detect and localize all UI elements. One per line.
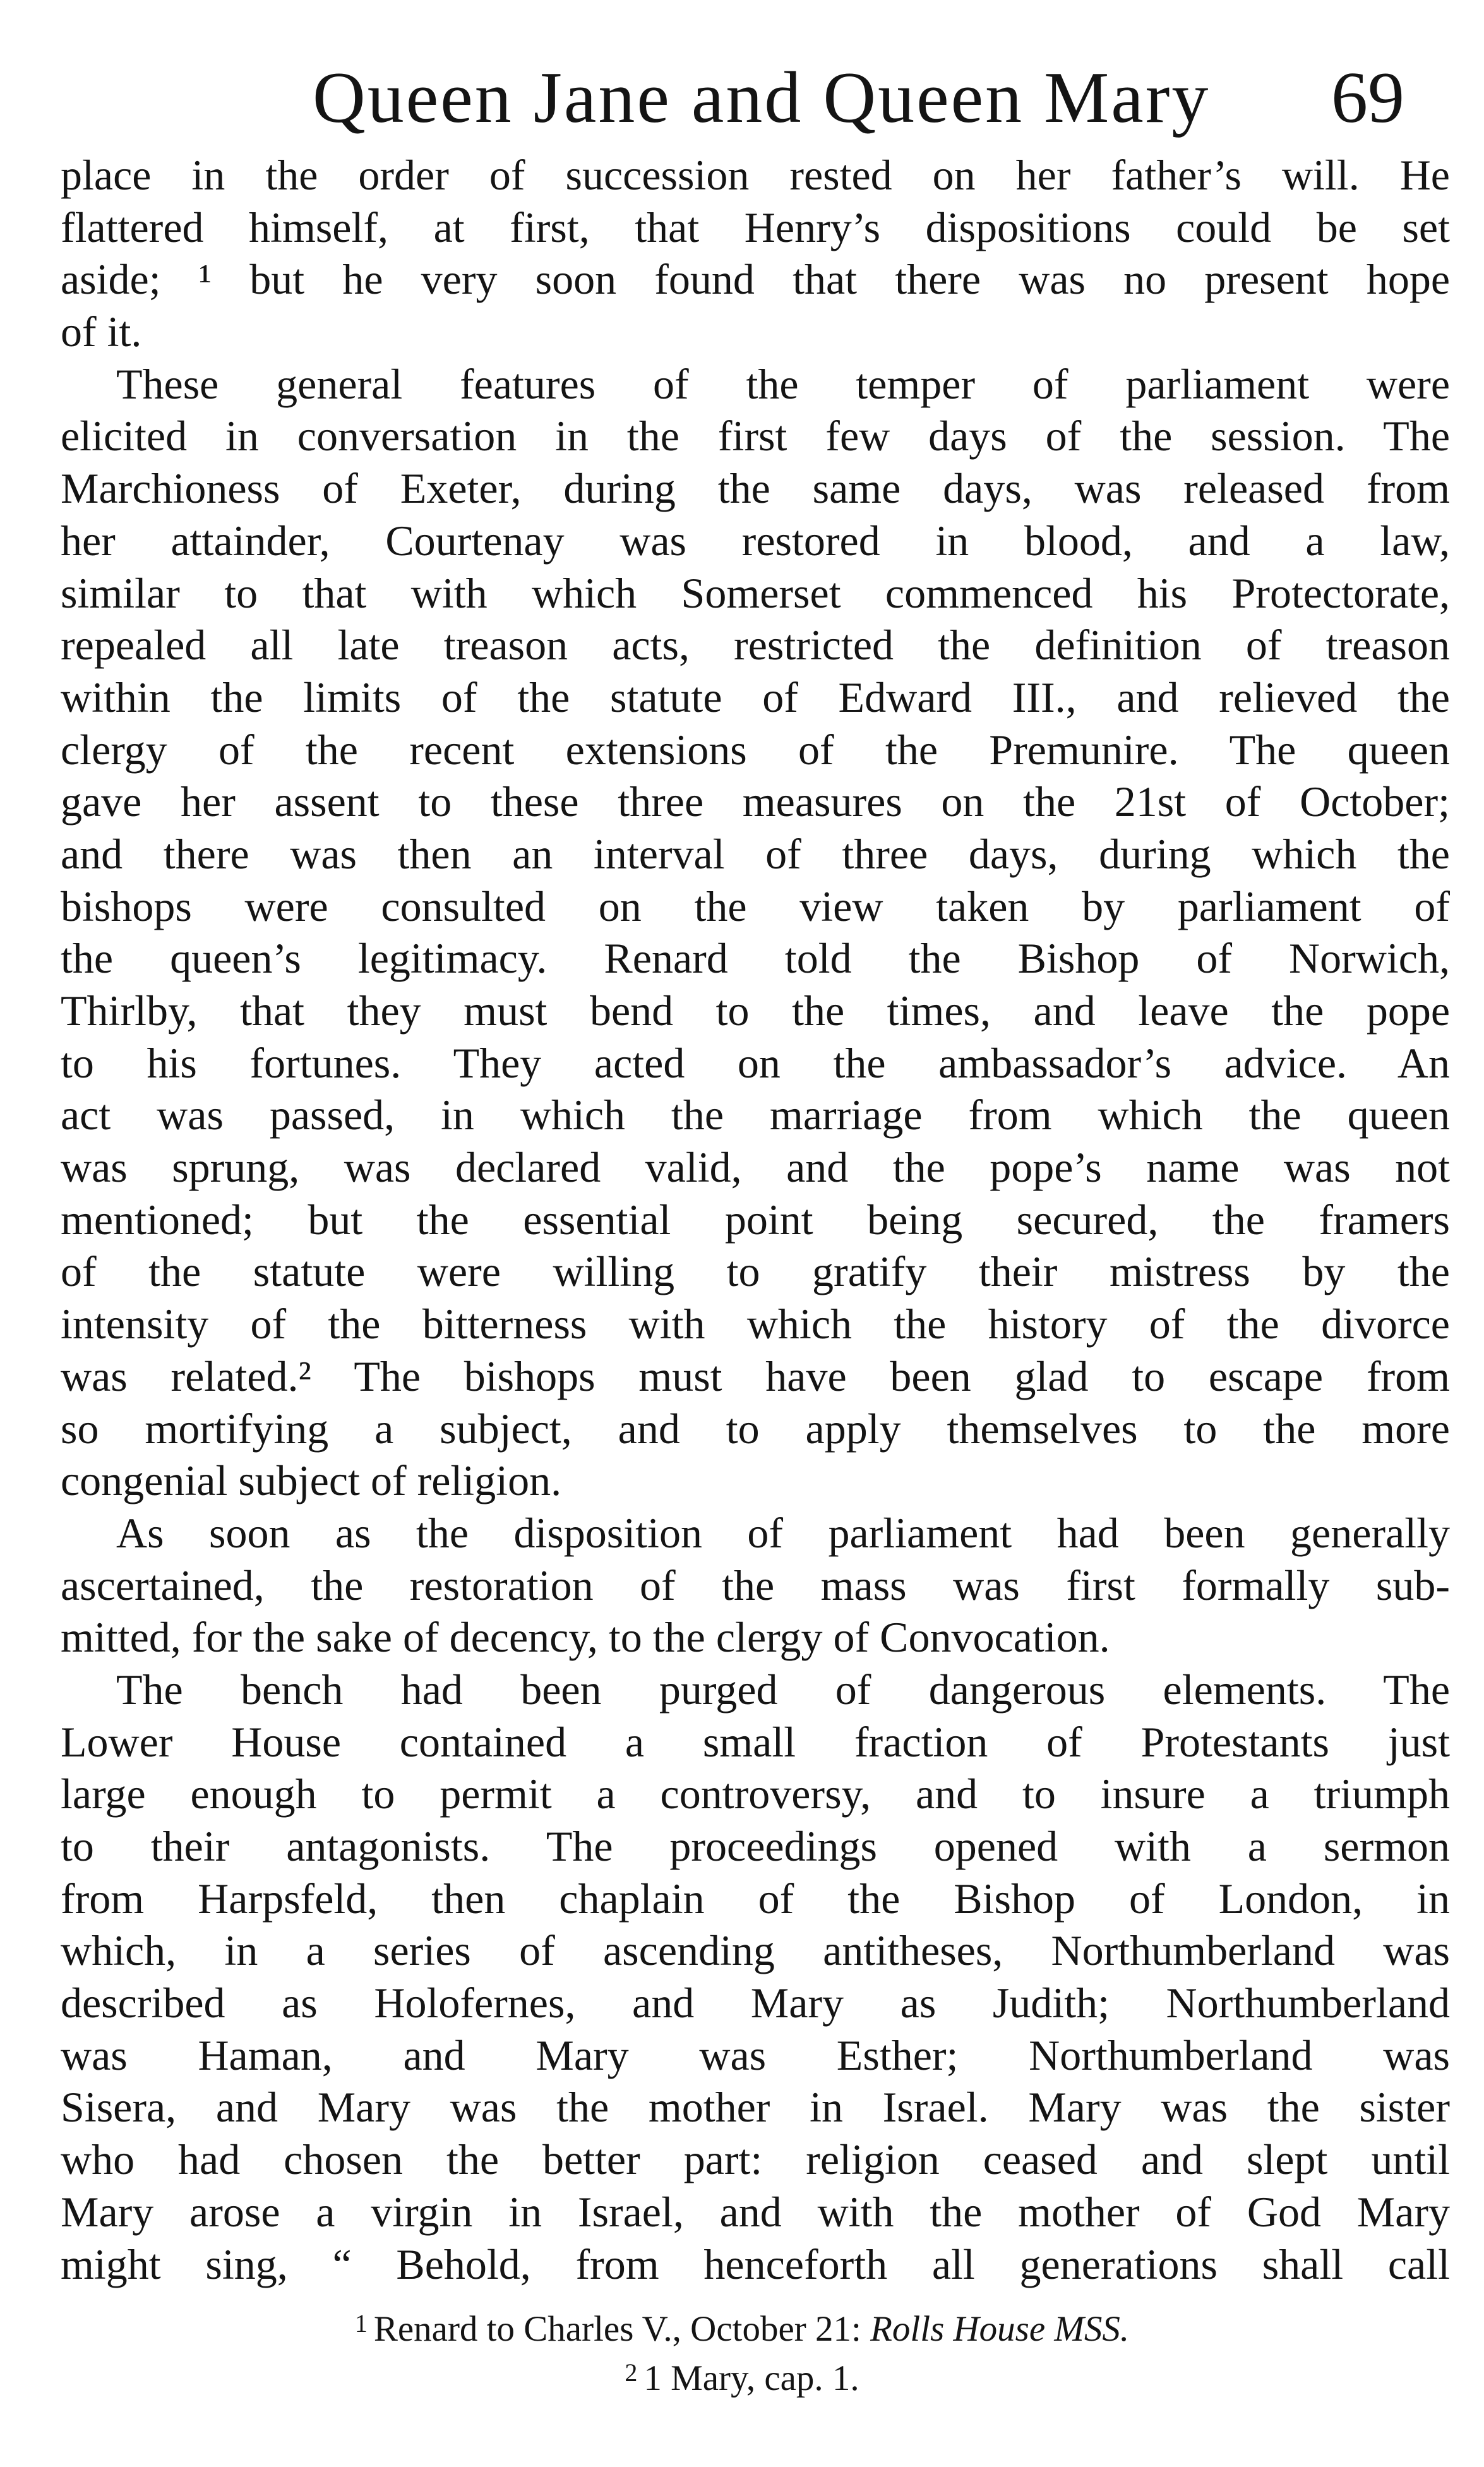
text-line: intensity of the bitterness with which the history of the divorce (61, 1300, 1450, 1348)
text-line: mentioned; but the essential point being secured, the framers (61, 1195, 1450, 1244)
footnote-number: 2 (625, 2358, 638, 2387)
page-number: 69 (1331, 57, 1404, 138)
text-line: was sprung, was declared valid, and the pope’s name was not (61, 1143, 1450, 1192)
text-line: ascertained, the restoration of the mass was first formally sub- (61, 1561, 1450, 1609)
text-line: gave her assent to these three measures on the 21st of October; (61, 777, 1450, 826)
text-line: mitted, for the sake of decency, to the clergy of Convocation. (61, 1613, 1110, 1662)
footnote-2 (0, 2348, 1484, 2398)
footnote-number: 1 (354, 2309, 368, 2338)
text-line: similar to that with which Somerset commenced his Protectorate, (61, 568, 1450, 617)
text-line: clergy of the recent extensions of the Premunire. The queen (61, 725, 1450, 774)
text-line: from Harpsfeld, then chaplain of the Bishop of London, in (61, 1874, 1450, 1923)
footnote-text: Renard to Charles V., October 21: (373, 2309, 871, 2349)
running-head (0, 51, 1484, 145)
text-line: Marchioness of Exeter, during the same days, was released from (61, 464, 1450, 513)
text-line: of it. (61, 308, 142, 356)
text-line: large enough to permit a controversy, and to insure a triumph (61, 1770, 1450, 1818)
text-line: Sisera, and Mary was the mother in Israel. Mary was the sister (61, 2083, 1450, 2132)
text-line: was related.² The bishops must have been glad to escape from (61, 1352, 1450, 1400)
footnotes (0, 2299, 1484, 2398)
footnote-source: Rolls House MSS. (870, 2309, 1130, 2349)
text-line: described as Holofernes, and Mary as Judith; Northumberland (61, 1979, 1450, 2027)
body-text (61, 149, 1450, 2290)
text-line: As soon as the disposition of parliament had been generally (116, 1508, 1450, 1557)
text-line: Lower House contained a small fraction of Protestants just (61, 1717, 1450, 1766)
text-line: Mary arose a virgin in Israel, and with the mother of God Mary (61, 2187, 1450, 2236)
text-line: elicited in conversation in the first few days of the session. The (61, 412, 1450, 460)
text-line: The bench had been purged of dangerous elements. The (116, 1665, 1450, 1714)
footnote-text: 1 Mary, cap. 1. (643, 2358, 859, 2398)
text-line: and there was then an interval of three days, during which the (61, 829, 1450, 878)
text-line: place in the order of succession rested on her father’s will. He (61, 151, 1450, 199)
text-line: flattered himself, at first, that Henry’s dispositions could be set (61, 203, 1450, 251)
text-line: aside; ¹ but he very soon found that there was no present hope (61, 255, 1450, 304)
text-line: These general features of the temper of parliament were (116, 359, 1450, 408)
text-line: might sing, “ Behold, from henceforth all generations shall call (61, 2240, 1450, 2288)
text-line: repealed all late treason acts, restricted the definition of treason (61, 621, 1450, 669)
text-line: within the limits of the statute of Edward III., and relieved the (61, 673, 1450, 721)
text-line: was Haman, and Mary was Esther; Northumberland was (61, 2031, 1450, 2079)
text-line: her attainder, Courtenay was restored in blood, and a law, (61, 516, 1450, 565)
text-line: congenial subject of religion. (61, 1456, 562, 1505)
running-head-title: Queen Jane and Queen Mary (313, 57, 1211, 138)
footnote-1 (0, 2299, 1484, 2348)
text-line: who had chosen the better part: religion ceased and slept until (61, 2135, 1450, 2184)
text-line: so mortifying a subject, and to apply themselves to the more (61, 1404, 1450, 1453)
text-line: to his fortunes. They acted on the ambassador’s advice. An (61, 1038, 1450, 1087)
text-line: which, in a series of ascending antitheses, Northumberland was (61, 1926, 1450, 1975)
text-line: the queen’s legitimacy. Renard told the Bishop of Norwich, (61, 934, 1450, 983)
text-line: to their antagonists. The proceedings opened with a sermon (61, 1822, 1450, 1870)
text-line: bishops were consulted on the view taken by parliament of (61, 882, 1450, 930)
text-line: of the statute were willing to gratify their mistress by the (61, 1247, 1450, 1296)
text-line: act was passed, in which the marriage from which the queen (61, 1091, 1450, 1139)
text-line: Thirlby, that they must bend to the times, and leave the pope (61, 987, 1450, 1035)
